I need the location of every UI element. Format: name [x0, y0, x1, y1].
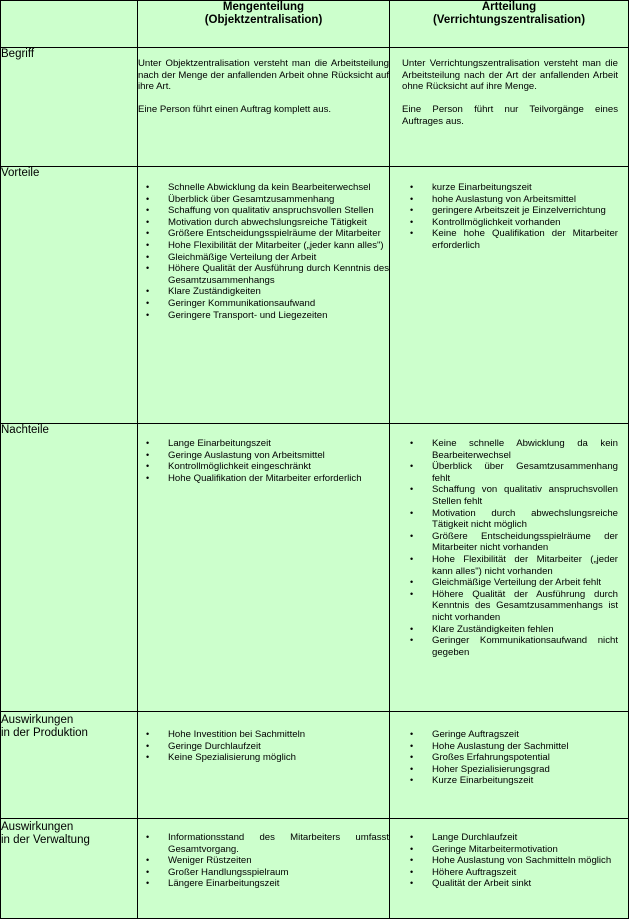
list-item-text: kurze Einarbeitungszeit	[432, 182, 532, 193]
cell-produktion-artteilung	[390, 712, 629, 819]
bullet-list	[138, 438, 389, 484]
list-item	[402, 484, 618, 507]
header-mengenteilung	[138, 1, 390, 48]
list-item-text: Geringer Kommunikationsaufwand	[168, 297, 316, 309]
row-label-text: Vorteile	[1, 167, 40, 179]
row-nachteile	[1, 424, 629, 712]
list-item-text: Kurze Einarbeitungszeit	[432, 775, 534, 787]
cell-produktion-mengenteilung	[138, 712, 390, 819]
bullet-icon: •	[146, 263, 150, 274]
cell-begriff-mengenteilung	[138, 48, 390, 167]
bullet-icon: •	[410, 752, 414, 763]
list-item	[402, 844, 618, 856]
bullet-icon: •	[146, 866, 150, 877]
header-col1-subtitle: (Objektzentralisation)	[204, 14, 323, 26]
list-item-text: Überblick über Gesamtzusammenhang fehlt	[432, 461, 618, 484]
list-item-text: Hohe Auslastung von Sachmitteln möglich	[432, 855, 612, 867]
list-item-text: Hoher Spezialisierungsgrad	[432, 763, 550, 775]
list-item	[138, 252, 389, 264]
bullet-icon: •	[410, 530, 414, 541]
list-item	[402, 228, 618, 251]
list-item	[402, 741, 618, 753]
list-item	[402, 855, 618, 867]
cell-vorteile-mengenteilung	[138, 167, 390, 424]
bullet-icon: •	[146, 251, 150, 262]
row-label-text: Begriff	[1, 48, 35, 60]
list-item-text: Gleichmäßige Verteilung der Arbeit fehlt	[432, 577, 602, 589]
bullet-list	[402, 438, 618, 658]
list-item	[402, 194, 618, 206]
bullet-icon: •	[146, 193, 150, 204]
list-item-text: Geringe Durchlaufzeit	[168, 740, 261, 752]
row-begriff	[1, 48, 629, 167]
list-item-text: Geringe Mitarbeitermotivation	[432, 843, 558, 855]
row-label-begriff	[1, 48, 138, 167]
bullet-icon: •	[410, 855, 414, 866]
list-item	[402, 729, 618, 741]
list-item	[138, 752, 389, 764]
list-item-text: Überblick über Gesamtzusammenhang	[168, 193, 335, 205]
list-item	[402, 461, 618, 484]
list-item	[138, 438, 389, 450]
bullet-icon: •	[146, 832, 150, 842]
list-item-text: Größere Entscheidungsspielräume der Mitarbeiter	[168, 228, 381, 240]
bullet-icon: •	[410, 438, 414, 448]
bullet-icon: •	[146, 878, 150, 889]
row-produktion	[1, 712, 629, 819]
list-item	[402, 832, 618, 844]
bullet-icon: •	[410, 182, 414, 192]
bullet-icon: •	[146, 438, 150, 448]
bullet-icon: •	[146, 855, 150, 866]
bullet-icon: •	[410, 193, 414, 204]
list-item-text: Lange Einarbeitungszeit	[168, 438, 271, 449]
list-item-text: Höhere Auftragszeit	[432, 866, 517, 878]
row-label-line2: in der Verwaltung	[1, 834, 90, 846]
list-item-text: Geringe Auftragszeit	[432, 729, 519, 740]
list-item	[402, 508, 618, 531]
row-label-produktion	[1, 712, 138, 819]
list-item-text: Geringe Auslastung von Arbeitsmittel	[168, 449, 325, 461]
bullet-icon: •	[146, 729, 150, 739]
list-item-text: Großes Erfahrungspotential	[432, 752, 550, 764]
bullet-icon: •	[146, 461, 150, 472]
list-item	[402, 764, 618, 776]
bullet-icon: •	[410, 843, 414, 854]
list-item	[138, 240, 389, 252]
bullet-list	[402, 832, 618, 890]
bullet-icon: •	[410, 832, 414, 842]
bullet-icon: •	[146, 309, 150, 320]
row-label-line1: Auswirkungen	[1, 821, 74, 833]
list-item-text: Hohe Qualifikation der Mitarbeiter erforderlich	[168, 472, 362, 484]
bullet-icon: •	[146, 472, 150, 483]
bullet-icon: •	[410, 729, 414, 739]
row-label-text: Nachteile	[1, 424, 49, 436]
list-item	[402, 205, 618, 217]
list-item	[402, 752, 618, 764]
list-item-text: Schaffung von qualitativ anspruchsvollen Stellen	[168, 205, 374, 217]
list-item	[138, 310, 389, 322]
header-artteilung	[390, 1, 629, 48]
bullet-icon: •	[410, 763, 414, 774]
list-item	[402, 775, 618, 787]
list-item	[138, 729, 389, 741]
list-item	[402, 438, 618, 461]
definition-paragraph: Eine Person führt nur Teilvorgänge eines Auftrages aus.	[402, 104, 618, 127]
list-item	[138, 286, 389, 298]
list-item-text: Klare Zuständigkeiten	[168, 286, 261, 298]
list-item	[138, 741, 389, 753]
bullet-icon: •	[410, 577, 414, 588]
row-label-vorteile	[1, 167, 138, 424]
bullet-icon: •	[410, 461, 414, 472]
list-item-text: Motivation durch abwechslungsreiche Tätigkeit	[168, 216, 367, 228]
list-item	[138, 182, 389, 194]
list-item	[138, 878, 389, 890]
bullet-list	[138, 832, 389, 890]
definition-paragraph: Unter Objektzentralisation versteht man die Arbeitsteilung nach der Menge der anfallenden Arbeit ohne Rücksicht auf ihre Art.	[138, 58, 389, 93]
list-item	[138, 832, 389, 855]
row-label-nachteile	[1, 424, 138, 712]
bullet-icon: •	[410, 216, 414, 227]
bullet-list	[138, 729, 389, 764]
row-label-verwaltung	[1, 819, 138, 919]
list-item	[138, 855, 389, 867]
header-col2-title: Artteilung	[481, 1, 537, 13]
bullet-icon: •	[410, 878, 414, 889]
cell-begriff-artteilung	[390, 48, 629, 167]
bullet-icon: •	[410, 588, 414, 599]
bullet-icon: •	[410, 205, 414, 216]
list-item-text: Geringere Transport- und Liegezeiten	[168, 309, 328, 321]
list-item	[402, 182, 618, 194]
row-verwaltung	[1, 819, 629, 919]
definition-paragraph: Unter Verrichtungszentralisation versteht man die Arbeitsteilung nach der Art der anfallenden Arbeit ohne Rücksicht auf ihre Menge.	[402, 58, 618, 93]
list-item-text: Keine hohe Qualifikation der Mitarbeiter erforderlich	[432, 228, 618, 251]
header-row	[1, 1, 629, 48]
bullet-icon: •	[410, 635, 414, 646]
list-item-text: Motivation durch abwechslungsreiche Tätigkeit nicht möglich	[432, 507, 618, 531]
row-label-line2: in der Produktion	[1, 727, 88, 739]
list-item-text: Höhere Qualität der Ausführung durch Kenntnis des Gesamtzusammenhangs ist nicht vorhanden	[432, 588, 618, 623]
header-col2-subtitle: (Verrichtungszentralisation)	[432, 14, 586, 26]
cell-vorteile-artteilung	[390, 167, 629, 424]
list-item-text: Hohe Auslastung der Sachmittel	[432, 740, 569, 752]
list-item-text: Geringer Kommunikationsaufwand nicht gegeben	[432, 635, 618, 658]
bullet-icon: •	[146, 182, 150, 192]
bullet-icon: •	[410, 623, 414, 634]
list-item-text: hohe Auslastung von Arbeitsmittel	[432, 193, 576, 205]
bullet-icon: •	[410, 553, 414, 564]
list-item	[402, 635, 618, 658]
cell-nachteile-artteilung	[390, 424, 629, 712]
list-item-text: Informationsstand des Mitarbeiters umfasst Gesamtvorgang.	[168, 832, 389, 855]
bullet-list	[402, 729, 618, 787]
list-item	[402, 878, 618, 890]
list-item-text: Längere Einarbeitungszeit	[168, 878, 280, 890]
list-item-text: Weniger Rüstzeiten	[168, 855, 252, 867]
bullet-icon: •	[146, 740, 150, 751]
row-label-line1: Auswirkungen	[1, 714, 74, 726]
list-item-text: Größere Entscheidungsspielräume der Mitarbeiter nicht vorhanden	[432, 530, 618, 554]
list-item-text: Hohe Flexibilität der Mitarbeiter („jeder kann alles") nicht vorhanden	[432, 553, 618, 577]
list-item	[402, 589, 618, 624]
bullet-list	[138, 182, 389, 321]
header-empty-cell	[1, 1, 138, 48]
list-item-text: Keine schnelle Abwicklung da kein Bearbeiterwechsel	[432, 438, 618, 461]
list-item-text: Lange Durchlaufzeit	[432, 832, 518, 843]
bullet-icon: •	[146, 228, 150, 239]
list-item	[402, 531, 618, 554]
definition-paragraph: Eine Person führt einen Auftrag komplett aus.	[138, 104, 332, 116]
list-item-text: Kontrollmöglichkeit eingeschränkt	[168, 461, 311, 473]
list-item	[402, 554, 618, 577]
list-item	[402, 217, 618, 229]
cell-nachteile-mengenteilung	[138, 424, 390, 712]
bullet-icon: •	[146, 205, 150, 216]
list-item-text: Qualität der Arbeit sinkt	[432, 878, 532, 890]
list-item	[402, 577, 618, 589]
bullet-list	[402, 182, 618, 252]
list-item	[138, 228, 389, 240]
list-item-text: Hohe Flexibilität der Mitarbeiter („jeder kann alles")	[168, 239, 384, 251]
list-item-text: Keine Spezialisierung möglich	[168, 752, 296, 764]
list-item	[138, 194, 389, 206]
list-item	[402, 624, 618, 636]
list-item-text: geringere Arbeitszeit je Einzelverrichtung	[432, 205, 606, 217]
list-item	[138, 217, 389, 229]
list-item-text: Kontrollmöglichkeit vorhanden	[432, 216, 561, 228]
bullet-icon: •	[146, 752, 150, 763]
bullet-icon: •	[410, 740, 414, 751]
bullet-icon: •	[146, 449, 150, 460]
list-item-text: Gleichmäßige Verteilung der Arbeit	[168, 251, 317, 263]
cell-verwaltung-artteilung	[390, 819, 629, 919]
list-item-text: Großer Handlungsspielraum	[168, 866, 289, 878]
bullet-icon: •	[146, 216, 150, 227]
list-item	[138, 473, 389, 485]
list-item	[138, 205, 389, 217]
list-item-text: Schaffung von qualitativ anspruchsvollen Stellen fehlt	[432, 484, 618, 507]
list-item	[138, 298, 389, 310]
bullet-icon: •	[146, 239, 150, 250]
bullet-icon: •	[410, 866, 414, 877]
cell-verwaltung-mengenteilung	[138, 819, 390, 919]
list-item-text: Hohe Investition bei Sachmitteln	[168, 729, 306, 740]
list-item-text: Klare Zuständigkeiten fehlen	[432, 623, 554, 635]
list-item	[138, 263, 389, 286]
list-item-text: Schnelle Abwicklung da kein Bearbeiterwechsel	[168, 182, 371, 193]
list-item	[138, 461, 389, 473]
list-item	[138, 450, 389, 462]
bullet-icon: •	[410, 228, 414, 239]
bullet-icon: •	[146, 297, 150, 308]
list-item-text: Höhere Qualität der Ausführung durch Kenntnis des Gesamtzusammenhangs	[168, 263, 389, 286]
bullet-icon: •	[410, 507, 414, 518]
row-vorteile	[1, 167, 629, 424]
bullet-icon: •	[410, 775, 414, 786]
bullet-icon: •	[146, 286, 150, 297]
header-col1-title: Mengenteilung	[222, 1, 305, 13]
bullet-icon: •	[410, 484, 414, 495]
